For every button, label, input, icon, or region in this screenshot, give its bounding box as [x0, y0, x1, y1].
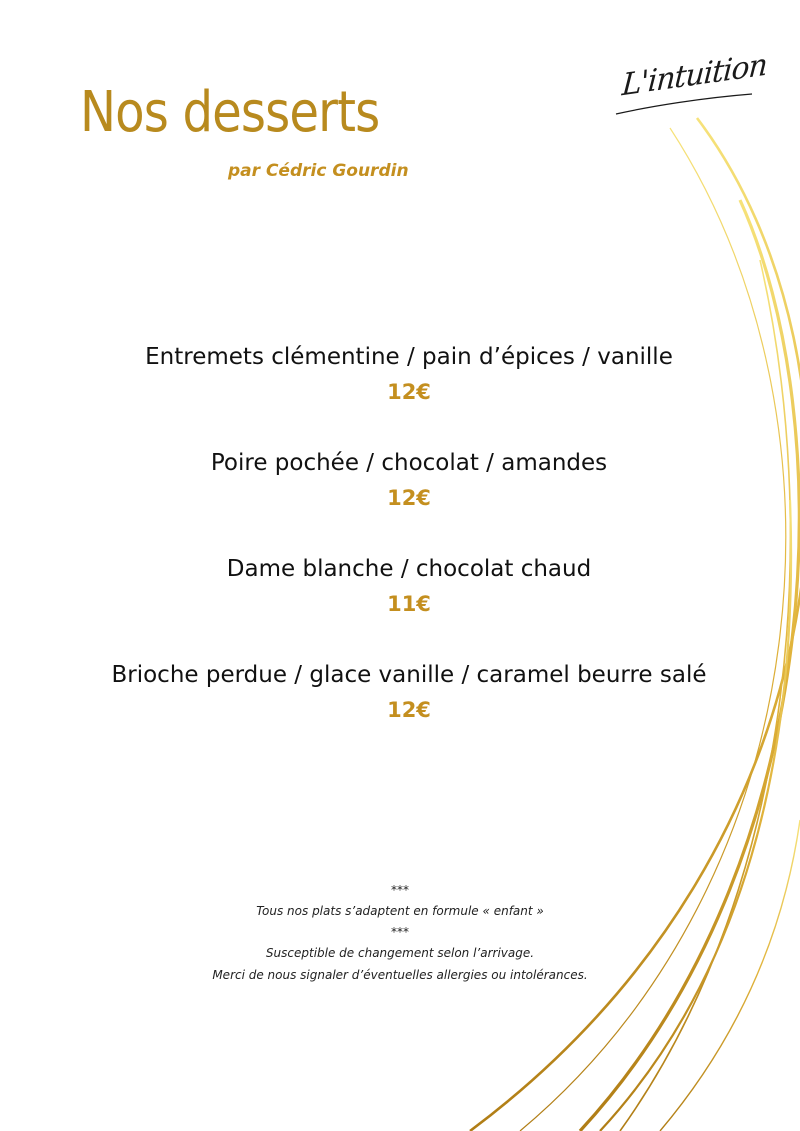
menu-item-price: 12€ [387, 486, 431, 510]
restaurant-logo [612, 36, 768, 126]
menu-item-name: Brioche perdue / glace vanille / caramel beurre salé [111, 662, 707, 688]
kids-note: Tous nos plats s’adaptent en formule « enfant » [256, 904, 544, 918]
menu-item-price: 12€ [387, 380, 431, 404]
logo-text: L'intuition [620, 47, 768, 104]
menu-item-price: 12€ [387, 698, 431, 722]
menu-item-name: Dame blanche / chocolat chaud [226, 556, 592, 582]
dessert-menu [0, 336, 800, 760]
page-title: Nos desserts [80, 80, 380, 145]
allergy-note: Merci de nous signaler d’éventuelles allergies ou intolérances. [212, 968, 588, 982]
menu-item [0, 442, 800, 548]
menu-item [0, 336, 800, 442]
menu-item-name: Entremets clémentine / pain d’épices / vanille [145, 344, 673, 370]
change-note: Susceptible de changement selon l’arrivage. [265, 946, 535, 960]
menu-item [0, 548, 800, 654]
logo-flourish-icon [612, 36, 762, 126]
menu-item [0, 654, 800, 760]
chef-subtitle: par Cédric Gourdin [228, 161, 409, 181]
menu-footer [0, 880, 800, 986]
menu-item-name: Poire pochée / chocolat / amandes [210, 450, 608, 476]
menu-item-price: 11€ [387, 592, 431, 616]
separator: *** [391, 925, 409, 939]
separator: *** [391, 883, 409, 897]
